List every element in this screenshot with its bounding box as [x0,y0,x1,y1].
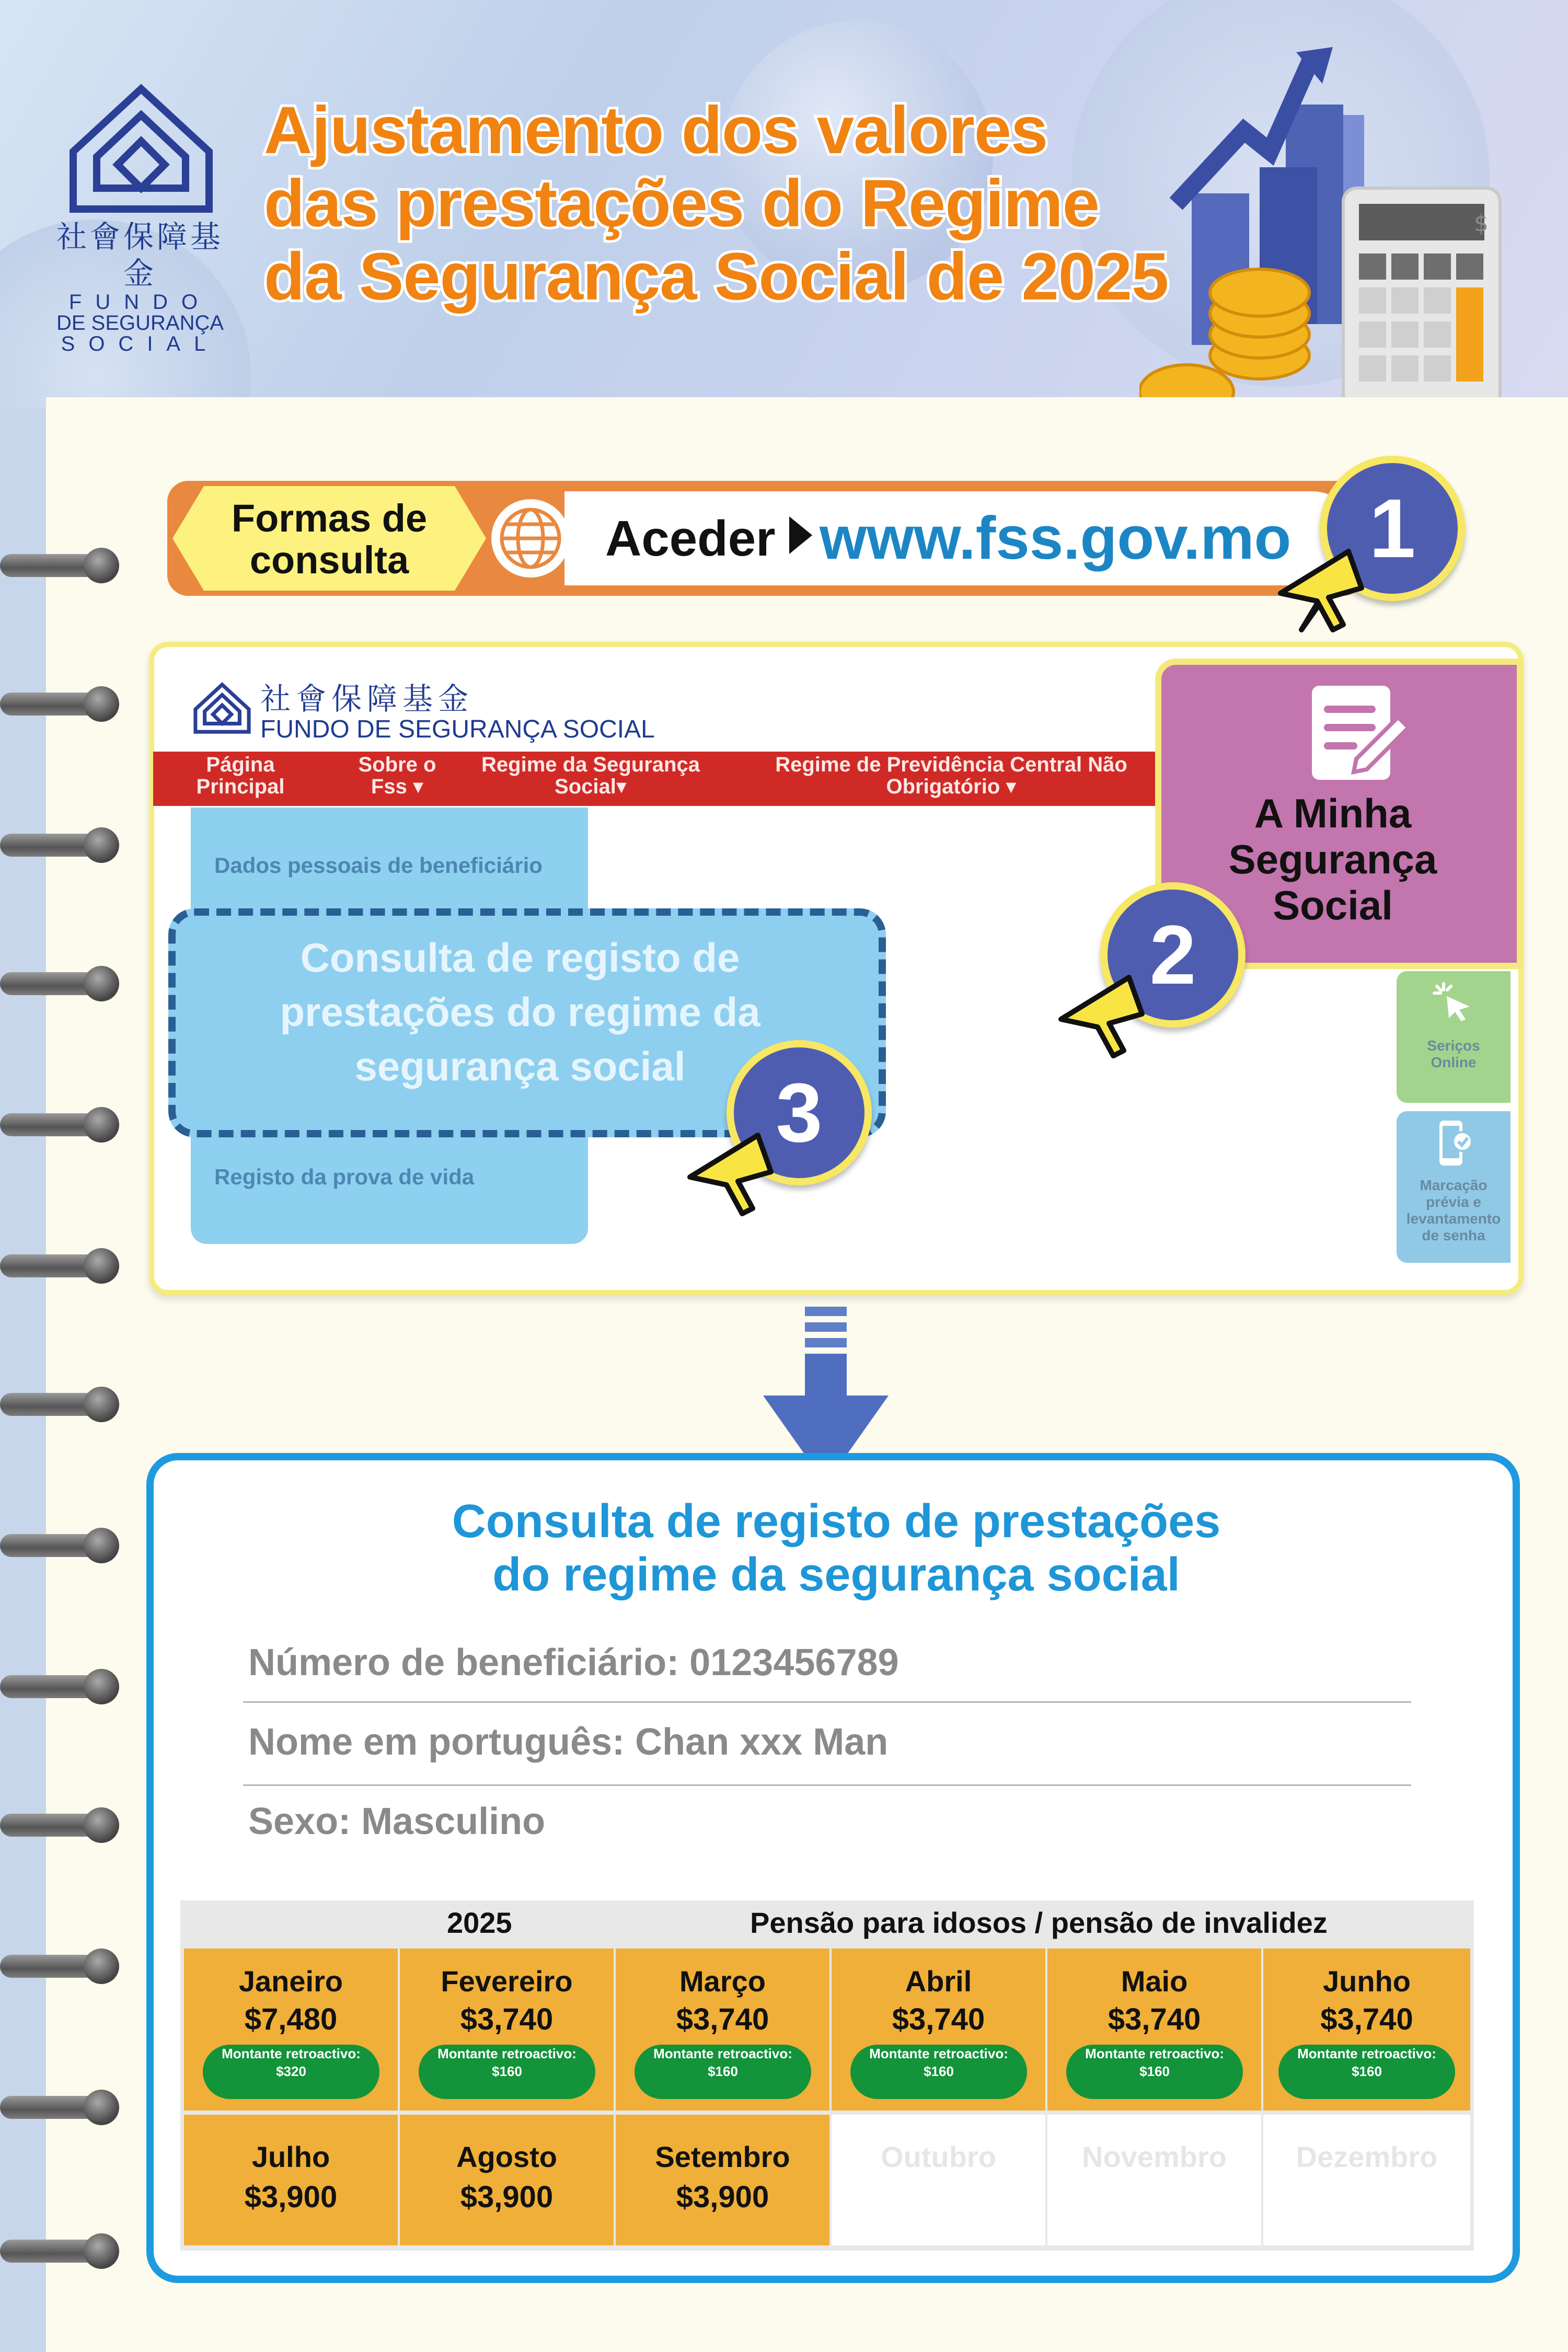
month-name: Agosto [456,2140,557,2173]
month-amount: $3,740 [892,2002,985,2036]
click-icon [1432,982,1474,1023]
fss-logo-text: 社會保障基金 FUNDO DE SEGURANÇA SOCIAL [56,219,224,355]
month-amount: $3,900 [676,2180,769,2214]
binder-ring [0,1254,115,1277]
month-amount: $3,740 [460,2002,554,2036]
month-name: Janeiro [238,1965,343,1998]
month-amount: $3,740 [1320,2002,1413,2036]
retroactive-badge: Montante retroactivo: $160 [1278,2045,1455,2099]
binder-ring [0,972,115,995]
step-1-badge: 1 [1320,456,1465,601]
binder-ring [0,834,115,857]
month-amount: $3,900 [460,2180,554,2214]
beneficiary-name: Nome em português: Chan xxx Man [248,1721,889,1763]
month-amount: $3,900 [244,2180,338,2214]
online-services-label: Seriços Online [1427,1037,1480,1070]
svg-text:$: $ [1474,210,1489,237]
fss-logo-icon [68,84,214,214]
binder-ring [0,1675,115,1698]
month-name: Junho [1323,1965,1411,1998]
binder-ring [0,2096,115,2119]
page-title: Ajustamento dos valores das prestações do Regime da Segurança Social de 2025 [264,93,1169,314]
table-year: 2025 [447,1906,512,1939]
retroactive-badge: Montante retroactivo: $160 [635,2045,811,2099]
month-cell-empty [1263,2115,1470,2245]
site-logo-cn: 社會保障基金 [260,681,474,717]
month-cell-empty [1047,2115,1261,2245]
play-arrow-icon [789,516,812,554]
cursor-icon [1270,531,1375,635]
beneficiary-sex: Sexo: Masculino [248,1801,546,1842]
my-social-security-label: A Minha Segurança Social [1228,790,1437,928]
consultation-menu-label: Consulta de registo de prestações do regime da segurança social [280,935,760,1089]
retroactive-badge: Montante retroactivo: $320 [203,2045,379,2099]
month-name: Novembro [1082,2140,1227,2173]
menu-item-proof-of-life[interactable]: Registo da prova de vida [214,1165,475,1189]
nav-item-provident[interactable]: Regime de Previdência Central Não Obrigatório ▾ [775,753,1127,798]
month-amount: $7,480 [244,2002,338,2036]
retroactive-badge: Montante retroactivo: $160 [850,2045,1027,2099]
binder-ring [0,554,115,577]
month-name: Março [679,1965,766,1998]
month-amount: $3,740 [676,2002,769,2036]
month-name: Julho [251,2140,330,2173]
binder-ring [0,1113,115,1136]
result-title: Consulta de registo de prestações do regime da segurança social [452,1495,1221,1601]
step-2-badge: 2 [1100,882,1246,1028]
binder-ring [0,2240,115,2263]
month-cell-empty [832,2115,1045,2245]
appointment-label: Marcação prévia e levantamento de senha [1406,1177,1501,1243]
binder-ring [0,1393,115,1416]
nav-item-home[interactable]: Página Principal [196,753,285,798]
month-name: Maio [1121,1965,1188,1998]
nav-item-about[interactable]: Sobre o Fss ▾ [358,753,436,798]
retroactive-badge: Montante retroactivo: $160 [419,2045,595,2099]
nav-item-social-security[interactable]: Regime da Segurança Social▾ [481,753,700,798]
month-name: Setembro [655,2140,790,2173]
cursor-icon [679,1114,784,1219]
binder-ring [0,693,115,716]
month-name: Fevereiro [441,1965,573,1998]
month-name: Outubro [881,2140,996,2173]
globe-icon [491,499,570,578]
document-edit-icon [1307,681,1411,785]
access-label: Aceder [605,511,776,567]
table-benefit-type: Pensão para idosos / pensão de invalidez [750,1906,1328,1939]
month-amount: $3,740 [1108,2002,1201,2036]
retroactive-badge: Montante retroactivo: $160 [1066,2045,1243,2099]
finance-illustration-icon [1139,47,1516,434]
binder-ring [0,1534,115,1557]
binder-ring [0,1814,115,1837]
divider [243,1701,1411,1703]
phone-check-icon [1436,1119,1473,1171]
binder-ring [0,1955,115,1978]
beneficiary-number: Número de beneficiário: 0123456789 [248,1642,899,1684]
cursor-icon [1051,956,1155,1061]
fss-logo-icon [193,679,251,737]
site-logo-pt: FUNDO DE SEGURANÇA SOCIAL [260,716,655,743]
formas-label: Formas de consulta [231,497,428,582]
month-name: Dezembro [1296,2140,1438,2173]
fss-url-link[interactable]: www.fss.gov.mo [820,504,1292,572]
step-3-badge: 3 [727,1040,872,1185]
menu-item-personal-data[interactable]: Dados pessoais de beneficiário [214,853,543,878]
divider [243,1784,1411,1786]
month-name: Abril [905,1965,972,1998]
